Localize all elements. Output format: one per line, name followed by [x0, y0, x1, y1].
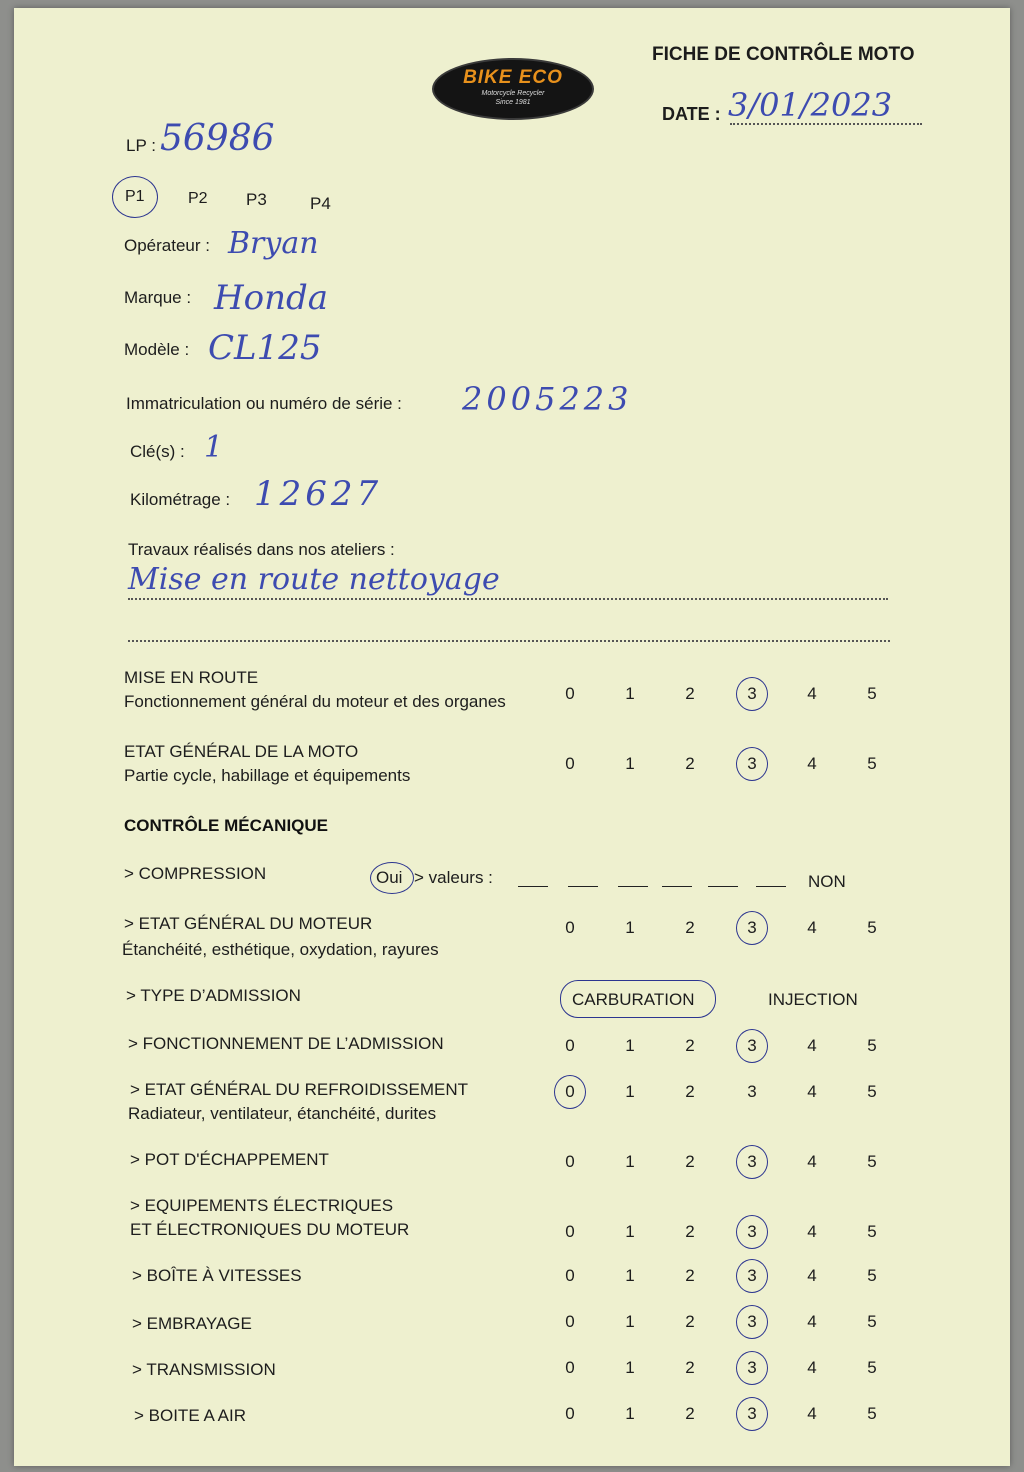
bike-eco-logo: [432, 58, 594, 120]
rating-option-4[interactable]: 4: [807, 1404, 817, 1423]
rating-option-0[interactable]: 0: [565, 1036, 575, 1055]
rating-selection-circle: [736, 1351, 768, 1385]
rating-option-0[interactable]: 0: [565, 1222, 575, 1241]
date-value[interactable]: 3/01/2023: [728, 86, 893, 124]
etat-moteur-subtitle: Étanchéité, esthétique, oxydation, rayures: [122, 940, 439, 959]
travaux-line-2: [128, 640, 890, 642]
boite-air-label: > BOITE A AIR: [134, 1406, 246, 1425]
rating-option-2[interactable]: 2: [685, 1222, 695, 1241]
rating-option-1[interactable]: 1: [625, 1152, 635, 1171]
rating-option-5[interactable]: 5: [867, 1312, 877, 1331]
rating-selection-circle: [736, 1397, 768, 1431]
rating-option-0[interactable]: 0: [565, 1312, 575, 1331]
rating-option-5[interactable]: 5: [867, 1404, 877, 1423]
fonctionnement-admission-label: > FONCTIONNEMENT DE L’ADMISSION: [128, 1034, 444, 1053]
rating-option-5[interactable]: 5: [867, 1036, 877, 1055]
rating-option-1[interactable]: 1: [625, 1404, 635, 1423]
admission-label: > TYPE D’ADMISSION: [126, 986, 301, 1005]
cles-value[interactable]: 1: [204, 430, 224, 465]
rating-option-3[interactable]: 3: [747, 918, 757, 937]
electriques-title: > EQUIPEMENTS ÉLECTRIQUES: [130, 1196, 394, 1215]
rating-option-5[interactable]: 5: [867, 1082, 877, 1101]
mise-en-route-title: MISE EN ROUTE: [124, 668, 259, 687]
form-title: FICHE DE CONTRÔLE MOTO: [652, 44, 915, 65]
compression-non[interactable]: NON: [808, 872, 846, 891]
rating-option-1[interactable]: 1: [625, 918, 635, 937]
rating-selection-circle: [554, 1075, 586, 1109]
operateur-value[interactable]: Bryan: [228, 226, 319, 261]
control-sheet: [14, 8, 1010, 1466]
modele-label: Modèle :: [124, 340, 190, 359]
rating-option-1[interactable]: 1: [625, 1358, 635, 1377]
kilometrage-label: Kilométrage :: [130, 490, 231, 509]
rating-option-4[interactable]: 4: [807, 754, 817, 773]
rating-option-5[interactable]: 5: [867, 684, 877, 703]
rating-option-2[interactable]: 2: [685, 1082, 695, 1101]
immatriculation-label: Immatriculation ou numéro de série :: [126, 394, 402, 413]
rating-option-4[interactable]: 4: [807, 1222, 817, 1241]
rating-option-3[interactable]: 3: [747, 1358, 757, 1377]
etat-general-subtitle: Partie cycle, habillage et équipements: [124, 766, 411, 785]
rating-option-0[interactable]: 0: [565, 1152, 575, 1171]
travaux-line-1: [128, 598, 888, 600]
rating-option-1[interactable]: 1: [625, 684, 635, 703]
travaux-value[interactable]: Mise en route nettoyage: [128, 562, 500, 597]
rating-option-4[interactable]: 4: [807, 1312, 817, 1331]
valeur-blank-2[interactable]: [568, 886, 598, 887]
position-p3[interactable]: P3: [246, 190, 267, 209]
compression-label: > COMPRESSION: [124, 864, 267, 883]
rating-option-4[interactable]: 4: [807, 918, 817, 937]
marque-label: Marque :: [124, 288, 192, 307]
valeur-blank-4[interactable]: [662, 886, 692, 887]
refroidissement-subtitle: Radiateur, ventilateur, étanchéité, durites: [128, 1104, 437, 1123]
date-label: DATE :: [662, 104, 721, 124]
lp-label: LP :: [126, 136, 156, 155]
logo-tagline: Motorcycle Recycler: [481, 90, 545, 97]
rating-option-0[interactable]: 0: [565, 1266, 575, 1285]
position-p1[interactable]: P1: [125, 188, 145, 205]
admission-injection[interactable]: INJECTION: [768, 990, 858, 1009]
rating-option-3[interactable]: 3: [747, 684, 757, 703]
valeur-blank-5[interactable]: [708, 886, 738, 887]
rating-option-3[interactable]: 3: [747, 1036, 757, 1055]
rating-option-2[interactable]: 2: [685, 1404, 695, 1423]
travaux-label: Travaux réalisés dans nos ateliers :: [128, 540, 395, 559]
rating-option-0[interactable]: 0: [565, 918, 575, 937]
rating-option-5[interactable]: 5: [867, 754, 877, 773]
rating-option-5[interactable]: 5: [867, 1222, 877, 1241]
operateur-label: Opérateur :: [124, 236, 210, 255]
rating-option-3[interactable]: 3: [747, 1222, 757, 1241]
compression-valeurs: > valeurs :: [414, 868, 493, 887]
rating-option-3[interactable]: 3: [747, 1082, 757, 1101]
rating-option-1[interactable]: 1: [625, 754, 635, 773]
etat-moteur-title: > ETAT GÉNÉRAL DU MOTEUR: [124, 914, 373, 933]
rating-option-1[interactable]: 1: [625, 1266, 635, 1285]
rating-option-1[interactable]: 1: [625, 1036, 635, 1055]
echappement-label: > POT D'ÉCHAPPEMENT: [130, 1150, 329, 1169]
logo-since: Since 1981: [495, 99, 531, 106]
modele-value[interactable]: CL125: [208, 328, 322, 368]
rating-selection-circle: [736, 1215, 768, 1249]
rating-selection-circle: [736, 1259, 768, 1293]
rating-option-2[interactable]: 2: [685, 1358, 695, 1377]
rating-selection-circle: [736, 1145, 768, 1179]
rating-option-3[interactable]: 3: [747, 1404, 757, 1423]
rating-option-3[interactable]: 3: [747, 1152, 757, 1171]
rating-option-2[interactable]: 2: [685, 918, 695, 937]
rating-selection-circle: [736, 911, 768, 945]
rating-option-2[interactable]: 2: [685, 754, 695, 773]
rating-option-3[interactable]: 3: [747, 1312, 757, 1331]
rating-option-2[interactable]: 2: [685, 1312, 695, 1331]
rating-option-1[interactable]: 1: [625, 1312, 635, 1331]
rating-option-4[interactable]: 4: [807, 684, 817, 703]
rating-option-5[interactable]: 5: [867, 1266, 877, 1285]
rating-option-2[interactable]: 2: [685, 684, 695, 703]
compression-oui[interactable]: Oui: [376, 868, 403, 887]
rating-option-3[interactable]: 3: [747, 1266, 757, 1285]
rating-option-4[interactable]: 4: [807, 1152, 817, 1171]
embrayage-label: > EMBRAYAGE: [132, 1314, 252, 1333]
rating-option-3[interactable]: 3: [747, 754, 757, 773]
rating-option-5[interactable]: 5: [867, 1358, 877, 1377]
rating-selection-circle: [736, 677, 768, 711]
refroidissement-title: > ETAT GÉNÉRAL DU REFROIDISSEMENT: [130, 1080, 469, 1099]
rating-selection-circle: [736, 1029, 768, 1063]
valeur-blank-3[interactable]: [618, 886, 648, 887]
rating-option-0[interactable]: 0: [565, 684, 575, 703]
rating-option-0[interactable]: 0: [565, 1358, 575, 1377]
mise-en-route-subtitle: Fonctionnement général du moteur et des organes: [124, 692, 506, 711]
transmission-label: > TRANSMISSION: [132, 1360, 276, 1379]
rating-option-1[interactable]: 1: [625, 1082, 635, 1101]
valeur-blank-6[interactable]: [756, 886, 786, 887]
rating-option-5[interactable]: 5: [867, 918, 877, 937]
position-p2[interactable]: P2: [188, 190, 208, 207]
electriques-subtitle: ET ÉLECTRONIQUES DU MOTEUR: [130, 1220, 410, 1239]
etat-general-title: ETAT GÉNÉRAL DE LA MOTO: [124, 742, 359, 761]
logo-brand: BIKE ECO: [463, 67, 563, 88]
rating-selection-circle: [736, 747, 768, 781]
valeur-blank-1[interactable]: [518, 886, 548, 887]
kilometrage-value[interactable]: 12627: [254, 474, 383, 514]
controle-heading: CONTRÔLE MÉCANIQUE: [124, 816, 328, 835]
rating-selection-circle: [736, 1305, 768, 1339]
rating-option-2[interactable]: 2: [685, 1266, 695, 1285]
rating-option-5[interactable]: 5: [867, 1152, 877, 1171]
rating-option-4[interactable]: 4: [807, 1082, 817, 1101]
lp-value[interactable]: 56986: [160, 118, 275, 159]
rating-option-4[interactable]: 4: [807, 1358, 817, 1377]
admission-carburation[interactable]: CARBURATION: [572, 990, 695, 1009]
rating-option-1[interactable]: 1: [625, 1222, 635, 1241]
position-p4[interactable]: P4: [310, 194, 331, 213]
rating-option-4[interactable]: 4: [807, 1266, 817, 1285]
boite-vitesses-label: > BOÎTE À VITESSES: [132, 1266, 302, 1285]
cles-label: Clé(s) :: [130, 442, 185, 461]
rating-option-0[interactable]: 0: [565, 1404, 575, 1423]
immatriculation-value[interactable]: 2005223: [462, 380, 633, 418]
marque-value[interactable]: Honda: [214, 278, 329, 318]
rating-option-2[interactable]: 2: [685, 1036, 695, 1055]
rating-option-0[interactable]: 0: [565, 754, 575, 773]
rating-option-4[interactable]: 4: [807, 1036, 817, 1055]
rating-option-2[interactable]: 2: [685, 1152, 695, 1171]
rating-option-0[interactable]: 0: [565, 1082, 575, 1101]
